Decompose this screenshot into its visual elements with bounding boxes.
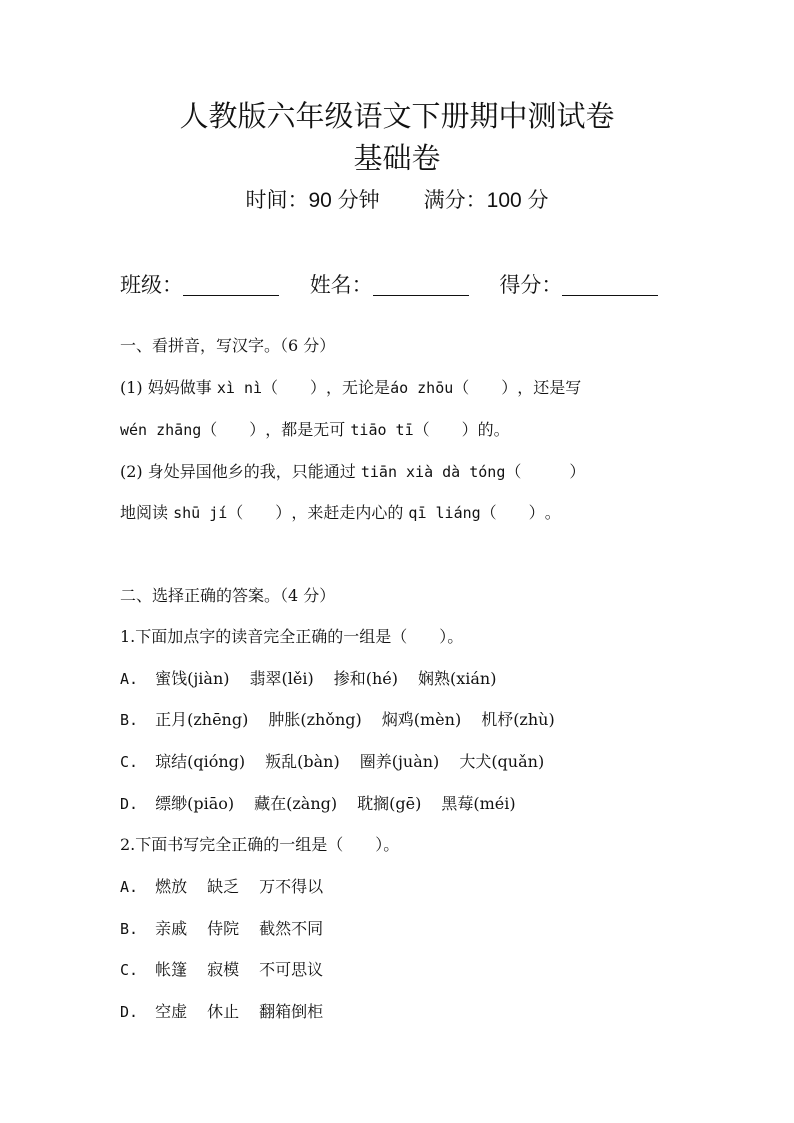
option-word: 翻箱倒柜 bbox=[259, 1002, 324, 1021]
s1-q1-number: (1) bbox=[120, 378, 143, 397]
exam-meta bbox=[0, 186, 794, 216]
class-label: 班级： bbox=[120, 273, 183, 297]
class-blank[interactable] bbox=[183, 273, 279, 296]
s1-q2-text2: 地阅读 bbox=[120, 503, 169, 522]
option-label: D. bbox=[120, 795, 139, 813]
option-word: 截然不同 bbox=[259, 919, 324, 938]
s2-q2-stem: 2.下面书写完全正确的一组是（ ）。 bbox=[120, 835, 400, 854]
s1-q1-text3: ，还是写 bbox=[517, 378, 582, 397]
score-field bbox=[499, 270, 658, 300]
option-label: C. bbox=[120, 961, 139, 979]
s1-q2-line1 bbox=[120, 460, 680, 484]
answer-blank[interactable]: （ ） bbox=[227, 503, 292, 522]
answer-blank[interactable]: （ ） bbox=[480, 503, 545, 522]
s2-q1-option-b[interactable] bbox=[120, 708, 680, 732]
s2-q1-option-d[interactable] bbox=[120, 792, 680, 816]
option-word: 叛乱(bàn) bbox=[265, 752, 340, 771]
section1-heading: 一、看拼音，写汉字。（6 分） bbox=[120, 336, 336, 355]
s2-q1-option-c[interactable] bbox=[120, 750, 680, 774]
s1-q1-line2 bbox=[120, 418, 680, 442]
s1-q2-text4: 。 bbox=[544, 503, 561, 522]
option-word: 蜜饯(jiàn) bbox=[155, 669, 230, 688]
s1-q1-pinyin1: xì nì bbox=[216, 379, 263, 397]
s1-q2-line2 bbox=[120, 501, 680, 525]
answer-blank[interactable]: （ ） bbox=[413, 420, 478, 439]
score-blank[interactable] bbox=[562, 273, 658, 296]
s1-q1-pinyin2: áo zhōu bbox=[390, 379, 454, 397]
s1-q2-text3: ，来赶走内心的 bbox=[291, 503, 404, 522]
s1-q1-text2: ，无论是 bbox=[326, 378, 391, 397]
option-word: 亲戚 bbox=[155, 919, 188, 938]
option-word: 正月(zhēng) bbox=[155, 710, 249, 729]
option-word: 圈养(juàn) bbox=[359, 752, 440, 771]
class-field bbox=[120, 270, 279, 300]
s2-q2-option-a[interactable] bbox=[120, 875, 680, 899]
name-label: 姓名： bbox=[309, 273, 373, 297]
option-label: A. bbox=[120, 670, 139, 688]
s1-q1-pinyin4: tiāo tī bbox=[350, 421, 414, 439]
option-word: 万不得以 bbox=[259, 877, 324, 896]
s1-q1-text5: 的。 bbox=[477, 420, 510, 439]
full-score: 满分：100 分 bbox=[423, 189, 549, 212]
option-label: B. bbox=[120, 711, 139, 729]
s1-q2-text1: 身处异国他乡的我，只能通过 bbox=[147, 462, 356, 481]
option-word: 侍院 bbox=[207, 919, 240, 938]
s2-q2-option-c[interactable] bbox=[120, 958, 680, 982]
score-label: 得分： bbox=[499, 273, 563, 297]
s2-q1-stem: 1.下面加点字的读音完全正确的一组是（ ）。 bbox=[120, 627, 464, 646]
page-subtitle: 基础卷 bbox=[353, 141, 441, 175]
option-word: 不可思议 bbox=[259, 960, 324, 979]
option-word: 寂模 bbox=[207, 960, 240, 979]
page-title: 人教版六年级语文下册期中测试卷 bbox=[179, 99, 615, 133]
answer-blank[interactable]: （ ） bbox=[453, 378, 518, 397]
option-word: 黑莓(méi) bbox=[441, 794, 516, 813]
option-word: 藏在(zàng) bbox=[254, 794, 338, 813]
section2-heading: 二、选择正确的答案。（4 分） bbox=[120, 586, 336, 605]
option-word: 帐篷 bbox=[155, 960, 188, 979]
option-label: A. bbox=[120, 878, 139, 896]
option-label: D. bbox=[120, 1003, 139, 1021]
s2-q2-option-b[interactable] bbox=[120, 917, 680, 941]
option-word: 空虚 bbox=[155, 1002, 188, 1021]
s1-q1-text1: 妈妈做事 bbox=[147, 378, 212, 397]
option-label: C. bbox=[120, 753, 139, 771]
option-word: 琼结(qióng) bbox=[155, 752, 246, 771]
name-field bbox=[310, 270, 469, 300]
answer-blank[interactable]: （ ） bbox=[505, 462, 586, 481]
option-word: 肿胀(zhǒng) bbox=[268, 710, 362, 729]
time-limit: 时间：90 分钟 bbox=[245, 189, 380, 212]
answer-blank[interactable]: （ ） bbox=[262, 378, 327, 397]
s2-q2-option-d[interactable] bbox=[120, 1000, 680, 1024]
s1-q1-pinyin3: wén zhāng bbox=[120, 421, 202, 439]
option-word: 大犬(quǎn) bbox=[459, 752, 545, 771]
option-word: 缥缈(piāo) bbox=[155, 794, 235, 813]
option-word: 耽搁(gē) bbox=[357, 794, 422, 813]
s2-q1-option-a[interactable] bbox=[120, 667, 680, 691]
option-word: 缺乏 bbox=[207, 877, 240, 896]
option-word: 焖鸡(mèn) bbox=[381, 710, 462, 729]
option-word: 掺和(hé) bbox=[333, 669, 398, 688]
answer-blank[interactable]: （ ） bbox=[201, 420, 266, 439]
option-word: 翡翠(lěi) bbox=[249, 669, 314, 688]
option-word: 机杼(zhù) bbox=[481, 710, 555, 729]
option-label: B. bbox=[120, 920, 139, 938]
s1-q1-text4: ，都是无可 bbox=[265, 420, 346, 439]
s1-q2-pinyin1: tiān xià dà tóng bbox=[360, 463, 506, 481]
option-word: 燃放 bbox=[155, 877, 188, 896]
s1-q2-pinyin3: qī liáng bbox=[408, 504, 481, 522]
s1-q2-number: (2) bbox=[120, 462, 143, 481]
s1-q2-pinyin2: shū jí bbox=[173, 504, 228, 522]
option-word: 娴熟(xián) bbox=[417, 669, 497, 688]
option-word: 休止 bbox=[207, 1002, 240, 1021]
name-blank[interactable] bbox=[373, 273, 469, 296]
s1-q1-line1 bbox=[120, 376, 680, 400]
student-info-row bbox=[120, 270, 680, 300]
